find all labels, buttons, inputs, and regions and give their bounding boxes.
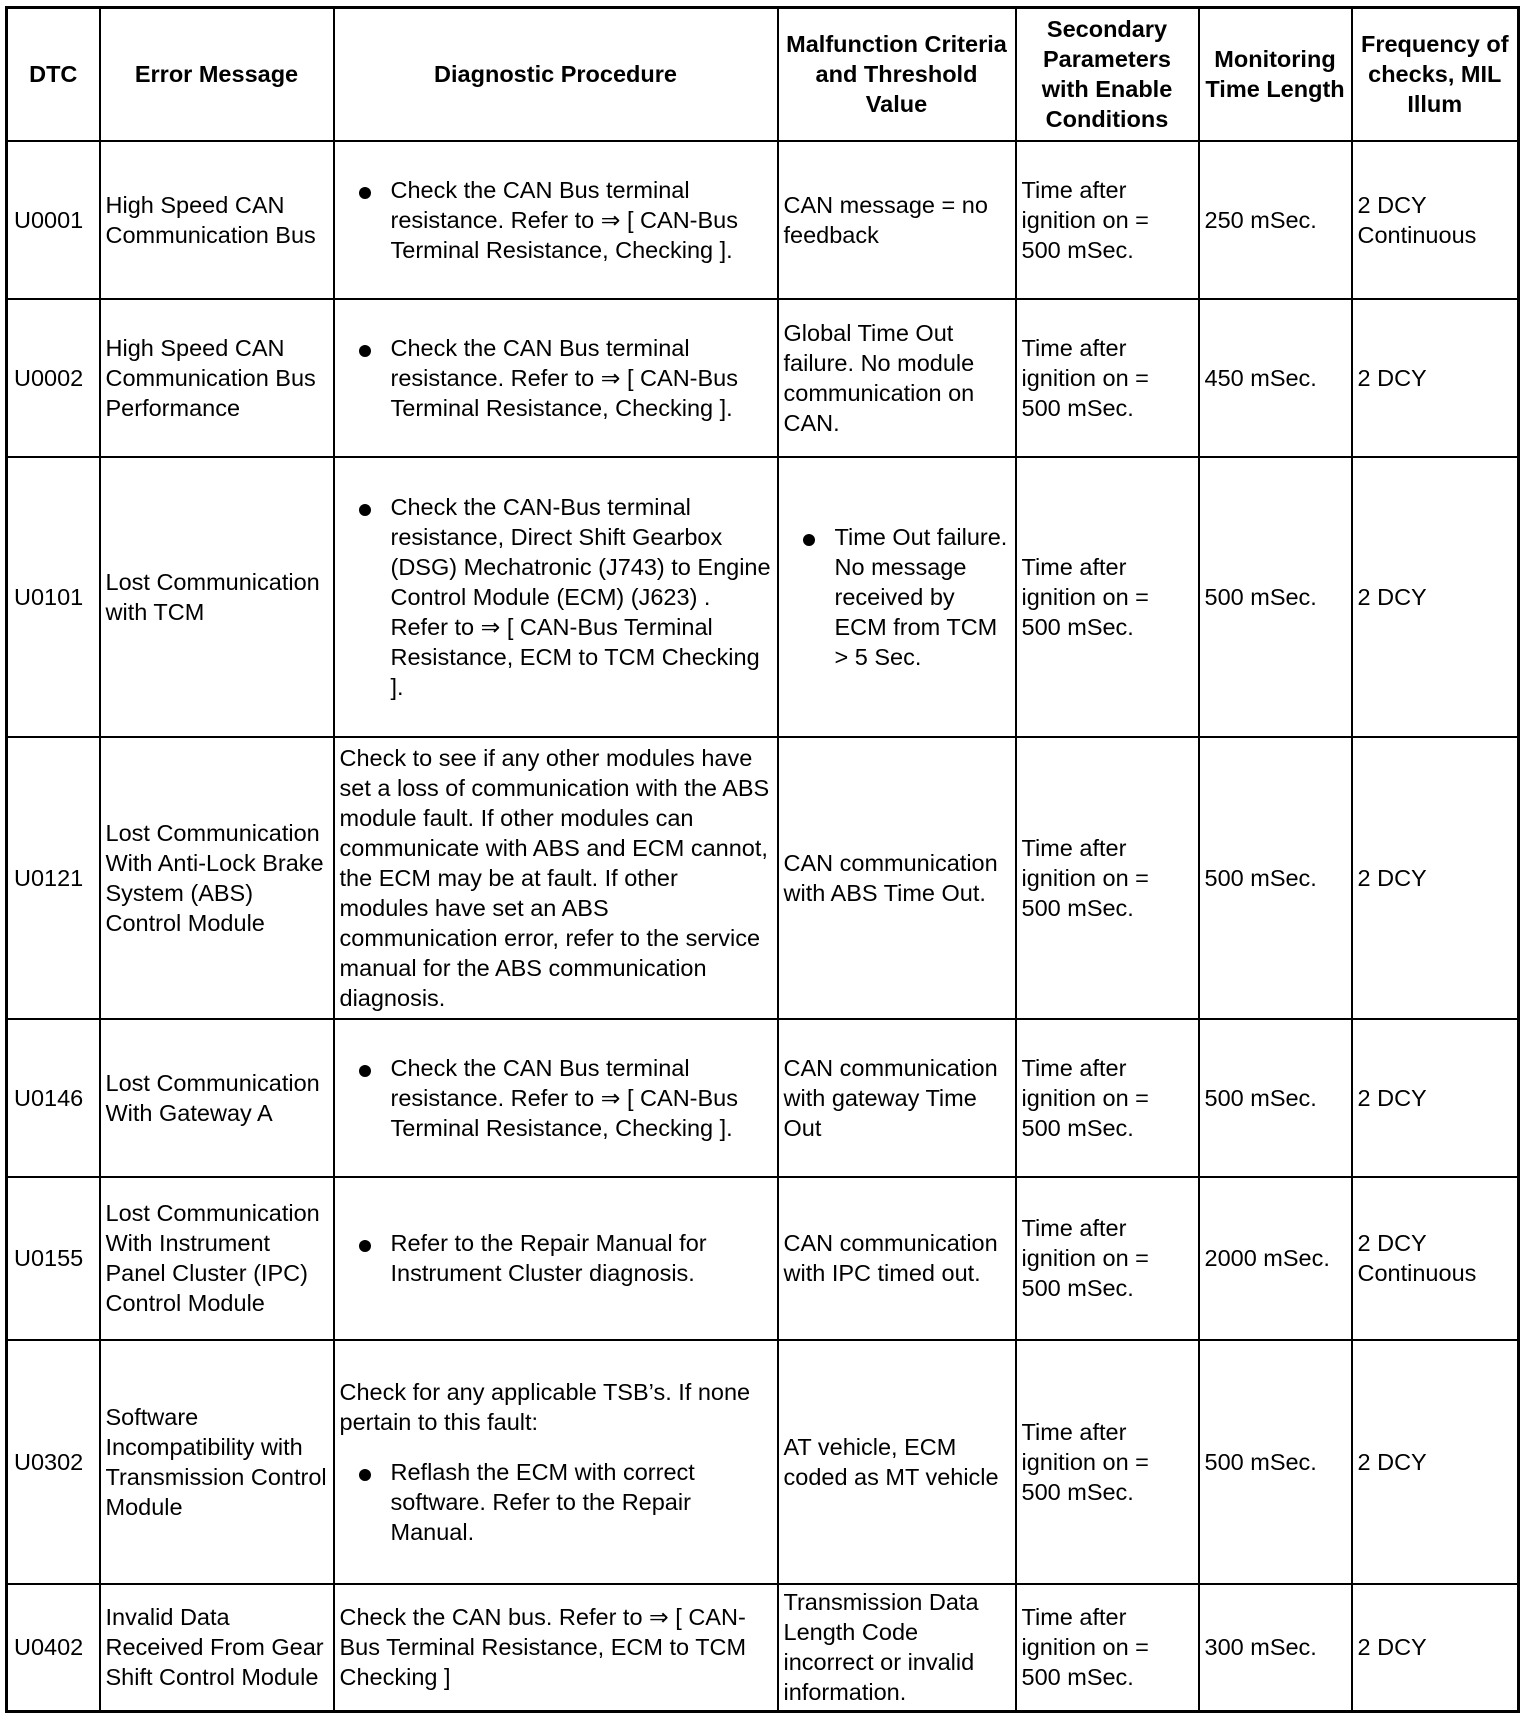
secondary-parameters: Time after ignition on = 500 mSec. [1016, 1177, 1199, 1340]
dtc-code: U0146 [7, 1019, 100, 1177]
header-malfunction-criteria: Malfunction Criteria and Threshold Value [778, 8, 1016, 141]
malfunction-criteria: Transmission Data Length Code incorrect or invalid information. [778, 1584, 1016, 1712]
frequency: 2 DCY [1352, 1584, 1519, 1712]
diagnostic-procedure [334, 457, 778, 737]
error-message: Invalid Data Received From Gear Shift Control Module [100, 1584, 334, 1712]
procedure-bullet: Check the CAN Bus terminal resistance. Refer to ⇒ [ CAN-Bus Terminal Resistance, Checking ]. [340, 333, 772, 423]
secondary-parameters: Time after ignition on = 500 mSec. [1016, 457, 1199, 737]
monitoring-time: 450 mSec. [1199, 299, 1352, 457]
header-secondary-parameters: Secondary Parameters with Enable Conditions [1016, 8, 1199, 141]
procedure-bullet: Check the CAN-Bus terminal resistance, Direct Shift Gearbox (DSG) Mechatronic (J743) to Engine Control Module (ECM) (J623) . Refer to ⇒ [ CAN-Bus Terminal Resistance, ECM to TCM Checking ]. [340, 492, 772, 702]
diagnostic-procedure [334, 1340, 778, 1584]
malfunction-criteria [778, 457, 1016, 737]
frequency: 2 DCY [1352, 1019, 1519, 1177]
table-row [7, 1340, 1519, 1584]
table-row [7, 1019, 1519, 1177]
table-row [7, 1177, 1519, 1340]
dtc-code: U0101 [7, 457, 100, 737]
malfunction-criteria: CAN message = no feedback [778, 141, 1016, 299]
secondary-parameters: Time after ignition on = 500 mSec. [1016, 299, 1199, 457]
header-row [7, 8, 1519, 141]
secondary-parameters: Time after ignition on = 500 mSec. [1016, 1019, 1199, 1177]
diagnostic-procedure: Check to see if any other modules have set a loss of communication with the ABS module fault. If other modules can communicate with ABS and ECM cannot, the ECM may be at fault. If other modules have set an ABS communication error, refer to the service manual for the ABS communication diagnosis. [334, 737, 778, 1019]
procedure-bullet: Check the CAN Bus terminal resistance. Refer to ⇒ [ CAN-Bus Terminal Resistance, Checking ]. [340, 1053, 772, 1143]
diagnostic-procedure [334, 1177, 778, 1340]
monitoring-time: 500 mSec. [1199, 1019, 1352, 1177]
malfunction-criteria: CAN communication with gateway Time Out [778, 1019, 1016, 1177]
diagnostic-procedure [334, 141, 778, 299]
procedure-bullet: Refer to the Repair Manual for Instrument Cluster diagnosis. [340, 1228, 772, 1288]
malfunction-criteria: AT vehicle, ECM coded as MT vehicle [778, 1340, 1016, 1584]
diagnostic-procedure [334, 299, 778, 457]
header-diagnostic-procedure: Diagnostic Procedure [334, 8, 778, 141]
table-row [7, 737, 1519, 1019]
malfunction-criteria: Global Time Out failure. No module communication on CAN. [778, 299, 1016, 457]
secondary-parameters: Time after ignition on = 500 mSec. [1016, 737, 1199, 1019]
monitoring-time: 2000 mSec. [1199, 1177, 1352, 1340]
error-message: High Speed CAN Communication Bus [100, 141, 334, 299]
malfunction-criteria: CAN communication with ABS Time Out. [778, 737, 1016, 1019]
secondary-parameters: Time after ignition on = 500 mSec. [1016, 1584, 1199, 1712]
header-frequency: Frequency of checks, MIL Illum [1352, 8, 1519, 141]
table-row [7, 141, 1519, 299]
error-message: Lost Communication With Anti-Lock Brake System (ABS) Control Module [100, 737, 334, 1019]
table-row [7, 1584, 1519, 1712]
dtc-table [5, 6, 1520, 1713]
dtc-code: U0155 [7, 1177, 100, 1340]
dtc-code: U0121 [7, 737, 100, 1019]
monitoring-time: 500 mSec. [1199, 457, 1352, 737]
monitoring-time: 500 mSec. [1199, 1340, 1352, 1584]
malfunction-criteria: CAN communication with IPC timed out. [778, 1177, 1016, 1340]
monitoring-time: 250 mSec. [1199, 141, 1352, 299]
procedure-bullet: Reflash the ECM with correct software. Refer to the Repair Manual. [340, 1457, 772, 1547]
table-row [7, 299, 1519, 457]
monitoring-time: 500 mSec. [1199, 737, 1352, 1019]
secondary-parameters: Time after ignition on = 500 mSec. [1016, 141, 1199, 299]
monitoring-time: 300 mSec. [1199, 1584, 1352, 1712]
frequency: 2 DCY Continuous [1352, 1177, 1519, 1340]
error-message: Lost Communication with TCM [100, 457, 334, 737]
criteria-bullet: Time Out failure. No message received by ECM from TCM > 5 Sec. [784, 522, 1010, 672]
header-monitoring-time: Monitoring Time Length [1199, 8, 1352, 141]
error-message: High Speed CAN Communication Bus Performance [100, 299, 334, 457]
frequency: 2 DCY Continuous [1352, 141, 1519, 299]
dtc-code: U0402 [7, 1584, 100, 1712]
frequency: 2 DCY [1352, 457, 1519, 737]
procedure-lead: Check for any applicable TSB’s. If none pertain to this fault: [339, 1378, 751, 1435]
dtc-code: U0001 [7, 141, 100, 299]
frequency: 2 DCY [1352, 737, 1519, 1019]
error-message: Lost Communication With Gateway A [100, 1019, 334, 1177]
frequency: 2 DCY [1352, 1340, 1519, 1584]
table-row [7, 457, 1519, 737]
header-dtc: DTC [7, 8, 100, 141]
dtc-code: U0302 [7, 1340, 100, 1584]
header-error-message: Error Message [100, 8, 334, 141]
frequency: 2 DCY [1352, 299, 1519, 457]
secondary-parameters: Time after ignition on = 500 mSec. [1016, 1340, 1199, 1584]
error-message: Software Incompatibility with Transmission Control Module [100, 1340, 334, 1584]
dtc-code: U0002 [7, 299, 100, 457]
diagnostic-procedure: Check the CAN bus. Refer to ⇒ [ CAN-Bus Terminal Resistance, ECM to TCM Checking ] [334, 1584, 778, 1712]
procedure-bullet: Check the CAN Bus terminal resistance. Refer to ⇒ [ CAN-Bus Terminal Resistance, Checking ]. [340, 175, 772, 265]
error-message: Lost Communication With Instrument Panel Cluster (IPC) Control Module [100, 1177, 334, 1340]
diagnostic-procedure [334, 1019, 778, 1177]
